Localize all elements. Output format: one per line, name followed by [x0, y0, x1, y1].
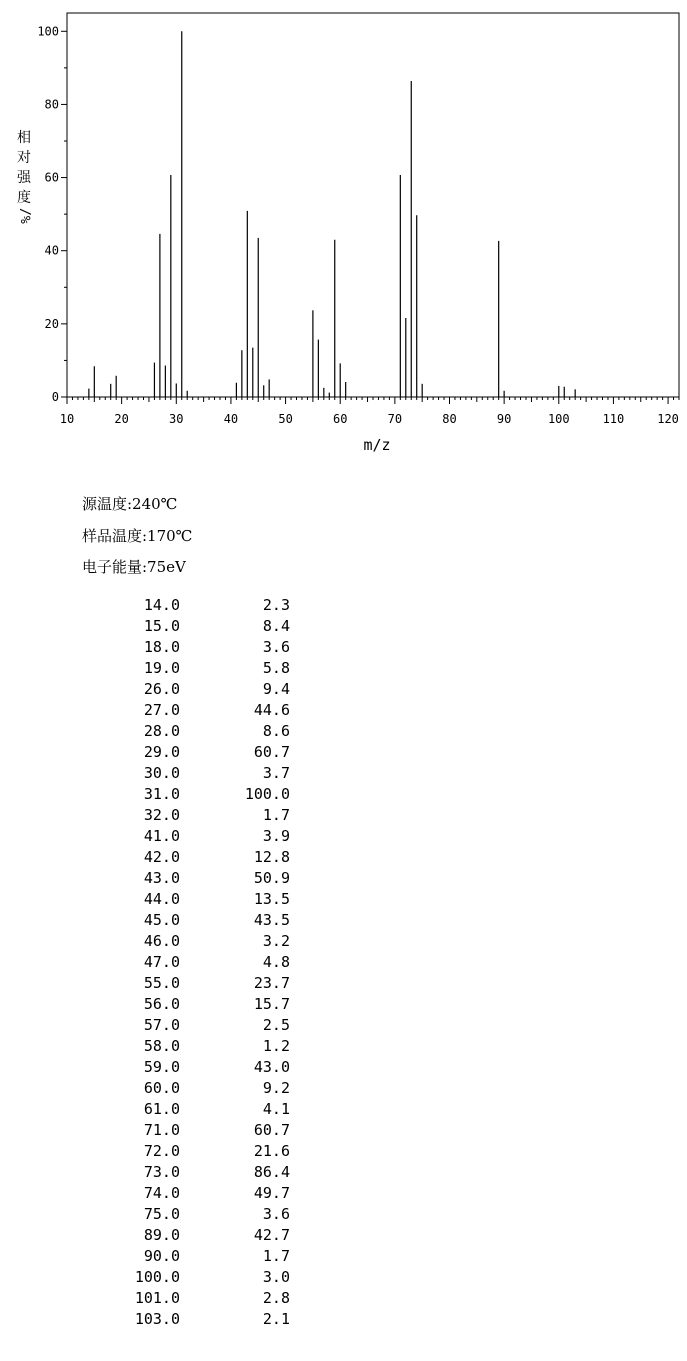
intensity-value: 4.1 [262, 1100, 290, 1118]
table-row [100, 1099, 300, 1120]
y-tick-label: 40 [44, 243, 59, 258]
intensity-value: 2.8 [262, 1289, 290, 1307]
mz-value: 58.0 [143, 1037, 180, 1055]
table-row [100, 721, 300, 742]
intensity-value: 21.6 [253, 1142, 290, 1160]
intensity-value: 3.9 [262, 827, 290, 845]
mz-value: 71.0 [143, 1121, 180, 1139]
x-tick-label: 80 [442, 412, 457, 426]
intensity-value: 2.1 [262, 1310, 290, 1328]
table-row [100, 847, 300, 868]
mz-value: 18.0 [143, 638, 180, 656]
mz-value: 103.0 [134, 1310, 180, 1328]
intensity-value: 1.7 [262, 1247, 290, 1265]
mz-value: 15.0 [143, 617, 180, 635]
intensity-value: 13.5 [253, 890, 290, 908]
intensity-value: 3.0 [262, 1268, 290, 1286]
mz-value: 31.0 [143, 785, 180, 803]
intensity-value: 42.7 [253, 1226, 290, 1244]
mz-value: 45.0 [143, 911, 180, 929]
mz-value: 14.0 [143, 596, 180, 614]
y-axis-title-unit: /% [17, 208, 32, 224]
table-row [100, 637, 300, 658]
table-row [100, 784, 300, 805]
mz-value: 75.0 [143, 1205, 180, 1223]
table-row [100, 973, 300, 994]
spectrum-bars [89, 31, 575, 397]
intensity-value: 2.3 [262, 596, 290, 614]
table-row [100, 1309, 300, 1330]
intensity-value: 3.2 [262, 932, 290, 950]
plot-frame [67, 13, 679, 397]
x-tick-label: 50 [278, 412, 293, 426]
table-row [100, 1015, 300, 1036]
x-axis [60, 397, 679, 426]
mz-value: 44.0 [143, 890, 180, 908]
x-tick-label: 90 [496, 412, 512, 426]
mz-value: 73.0 [143, 1163, 180, 1181]
table-row [100, 595, 300, 616]
x-tick-label: 60 [332, 412, 348, 426]
table-row [100, 1036, 300, 1057]
table-row [100, 826, 300, 847]
intensity-value: 3.6 [262, 1205, 290, 1223]
mz-value: 28.0 [143, 722, 180, 740]
mz-value: 47.0 [143, 953, 180, 971]
intensity-value: 3.6 [262, 638, 290, 656]
y-axis [37, 24, 67, 404]
y-axis-title [12, 128, 36, 224]
table-row [100, 1183, 300, 1204]
table-row [100, 805, 300, 826]
x-tick-label: 70 [387, 412, 403, 426]
mz-value: 74.0 [143, 1184, 180, 1202]
peak-table [100, 595, 300, 1330]
intensity-value: 1.7 [262, 806, 290, 824]
mz-value: 56.0 [143, 995, 180, 1013]
intensity-value: 86.4 [253, 1163, 290, 1181]
mz-value: 32.0 [143, 806, 180, 824]
intensity-value: 4.8 [262, 953, 290, 971]
table-row [100, 1057, 300, 1078]
intensity-value: 49.7 [253, 1184, 290, 1202]
mz-value: 100.0 [134, 1268, 180, 1286]
y-tick-label: 20 [44, 316, 59, 331]
mz-value: 57.0 [143, 1016, 180, 1034]
x-tick-label: 40 [223, 412, 239, 426]
table-row [100, 763, 300, 784]
table-row [100, 1288, 300, 1309]
source-temperature: 源温度:240℃ [82, 495, 178, 513]
mz-value: 26.0 [143, 680, 180, 698]
y-tick-label: 100 [37, 24, 59, 39]
mz-value: 43.0 [143, 869, 180, 887]
mz-value: 19.0 [143, 659, 180, 677]
intensity-value: 43.5 [253, 911, 290, 929]
table-row [100, 910, 300, 931]
intensity-value: 23.7 [253, 974, 290, 992]
mz-value: 27.0 [143, 701, 180, 719]
y-axis-title-char: 对 [17, 150, 31, 166]
intensity-value: 8.4 [262, 617, 290, 635]
y-tick-label: 0 [51, 390, 59, 404]
mz-value: 101.0 [134, 1289, 180, 1307]
intensity-value: 1.2 [262, 1037, 290, 1055]
intensity-value: 2.5 [262, 1016, 290, 1034]
table-row [100, 1120, 300, 1141]
mass-spectrum-chart [0, 0, 687, 470]
table-row [100, 868, 300, 889]
sample-temperature: 样品温度:170℃ [82, 526, 193, 545]
x-tick-label: 30 [169, 412, 184, 426]
mz-value: 90.0 [143, 1247, 180, 1265]
measurement-conditions [82, 493, 192, 588]
x-tick-label: 20 [114, 412, 129, 426]
mz-value: 60.0 [143, 1079, 180, 1097]
table-row [100, 889, 300, 910]
intensity-value: 60.7 [253, 1121, 290, 1139]
x-tick-label: 10 [59, 412, 75, 426]
mz-value: 55.0 [143, 974, 180, 992]
intensity-value: 44.6 [253, 701, 290, 719]
table-row [100, 1225, 300, 1246]
x-tick-label: 110 [602, 412, 625, 426]
mz-value: 42.0 [143, 848, 180, 866]
y-axis-title-char: 强 [17, 170, 31, 186]
x-tick-label: 120 [657, 412, 679, 426]
table-row [100, 931, 300, 952]
intensity-value: 12.8 [253, 848, 290, 866]
intensity-value: 15.7 [253, 995, 290, 1013]
mz-value: 61.0 [143, 1100, 180, 1118]
table-row [100, 742, 300, 763]
y-tick-label: 60 [44, 170, 59, 185]
intensity-value: 8.6 [262, 722, 290, 740]
table-row [100, 1162, 300, 1183]
table-row [100, 658, 300, 679]
intensity-value: 50.9 [253, 869, 290, 887]
mz-value: 46.0 [143, 932, 180, 950]
y-tick-label: 80 [44, 97, 59, 112]
y-axis-title-char: 度 [17, 190, 31, 206]
table-row [100, 952, 300, 973]
x-tick-label: 100 [547, 412, 570, 426]
intensity-value: 9.2 [262, 1079, 290, 1097]
table-row [100, 1078, 300, 1099]
table-row [100, 994, 300, 1015]
y-axis-title-char: 相 [17, 130, 31, 146]
mz-value: 30.0 [143, 764, 180, 782]
table-row [100, 679, 300, 700]
intensity-value: 5.8 [262, 659, 290, 677]
table-row [100, 1141, 300, 1162]
intensity-value: 60.7 [253, 743, 290, 761]
intensity-value: 3.7 [262, 764, 290, 782]
intensity-value: 43.0 [253, 1058, 290, 1076]
mz-value: 72.0 [143, 1142, 180, 1160]
intensity-value: 9.4 [262, 680, 290, 698]
table-row [100, 1204, 300, 1225]
table-row [100, 1246, 300, 1267]
table-row [100, 1267, 300, 1288]
intensity-value: 100.0 [244, 785, 290, 803]
mz-value: 59.0 [143, 1058, 180, 1076]
mz-value: 41.0 [143, 827, 180, 845]
mz-value: 89.0 [143, 1226, 180, 1244]
table-row [100, 616, 300, 637]
table-row [100, 700, 300, 721]
x-axis-title: m/z [363, 436, 391, 454]
electron-energy: 电子能量:75eV [82, 558, 186, 576]
mz-value: 29.0 [143, 743, 180, 761]
